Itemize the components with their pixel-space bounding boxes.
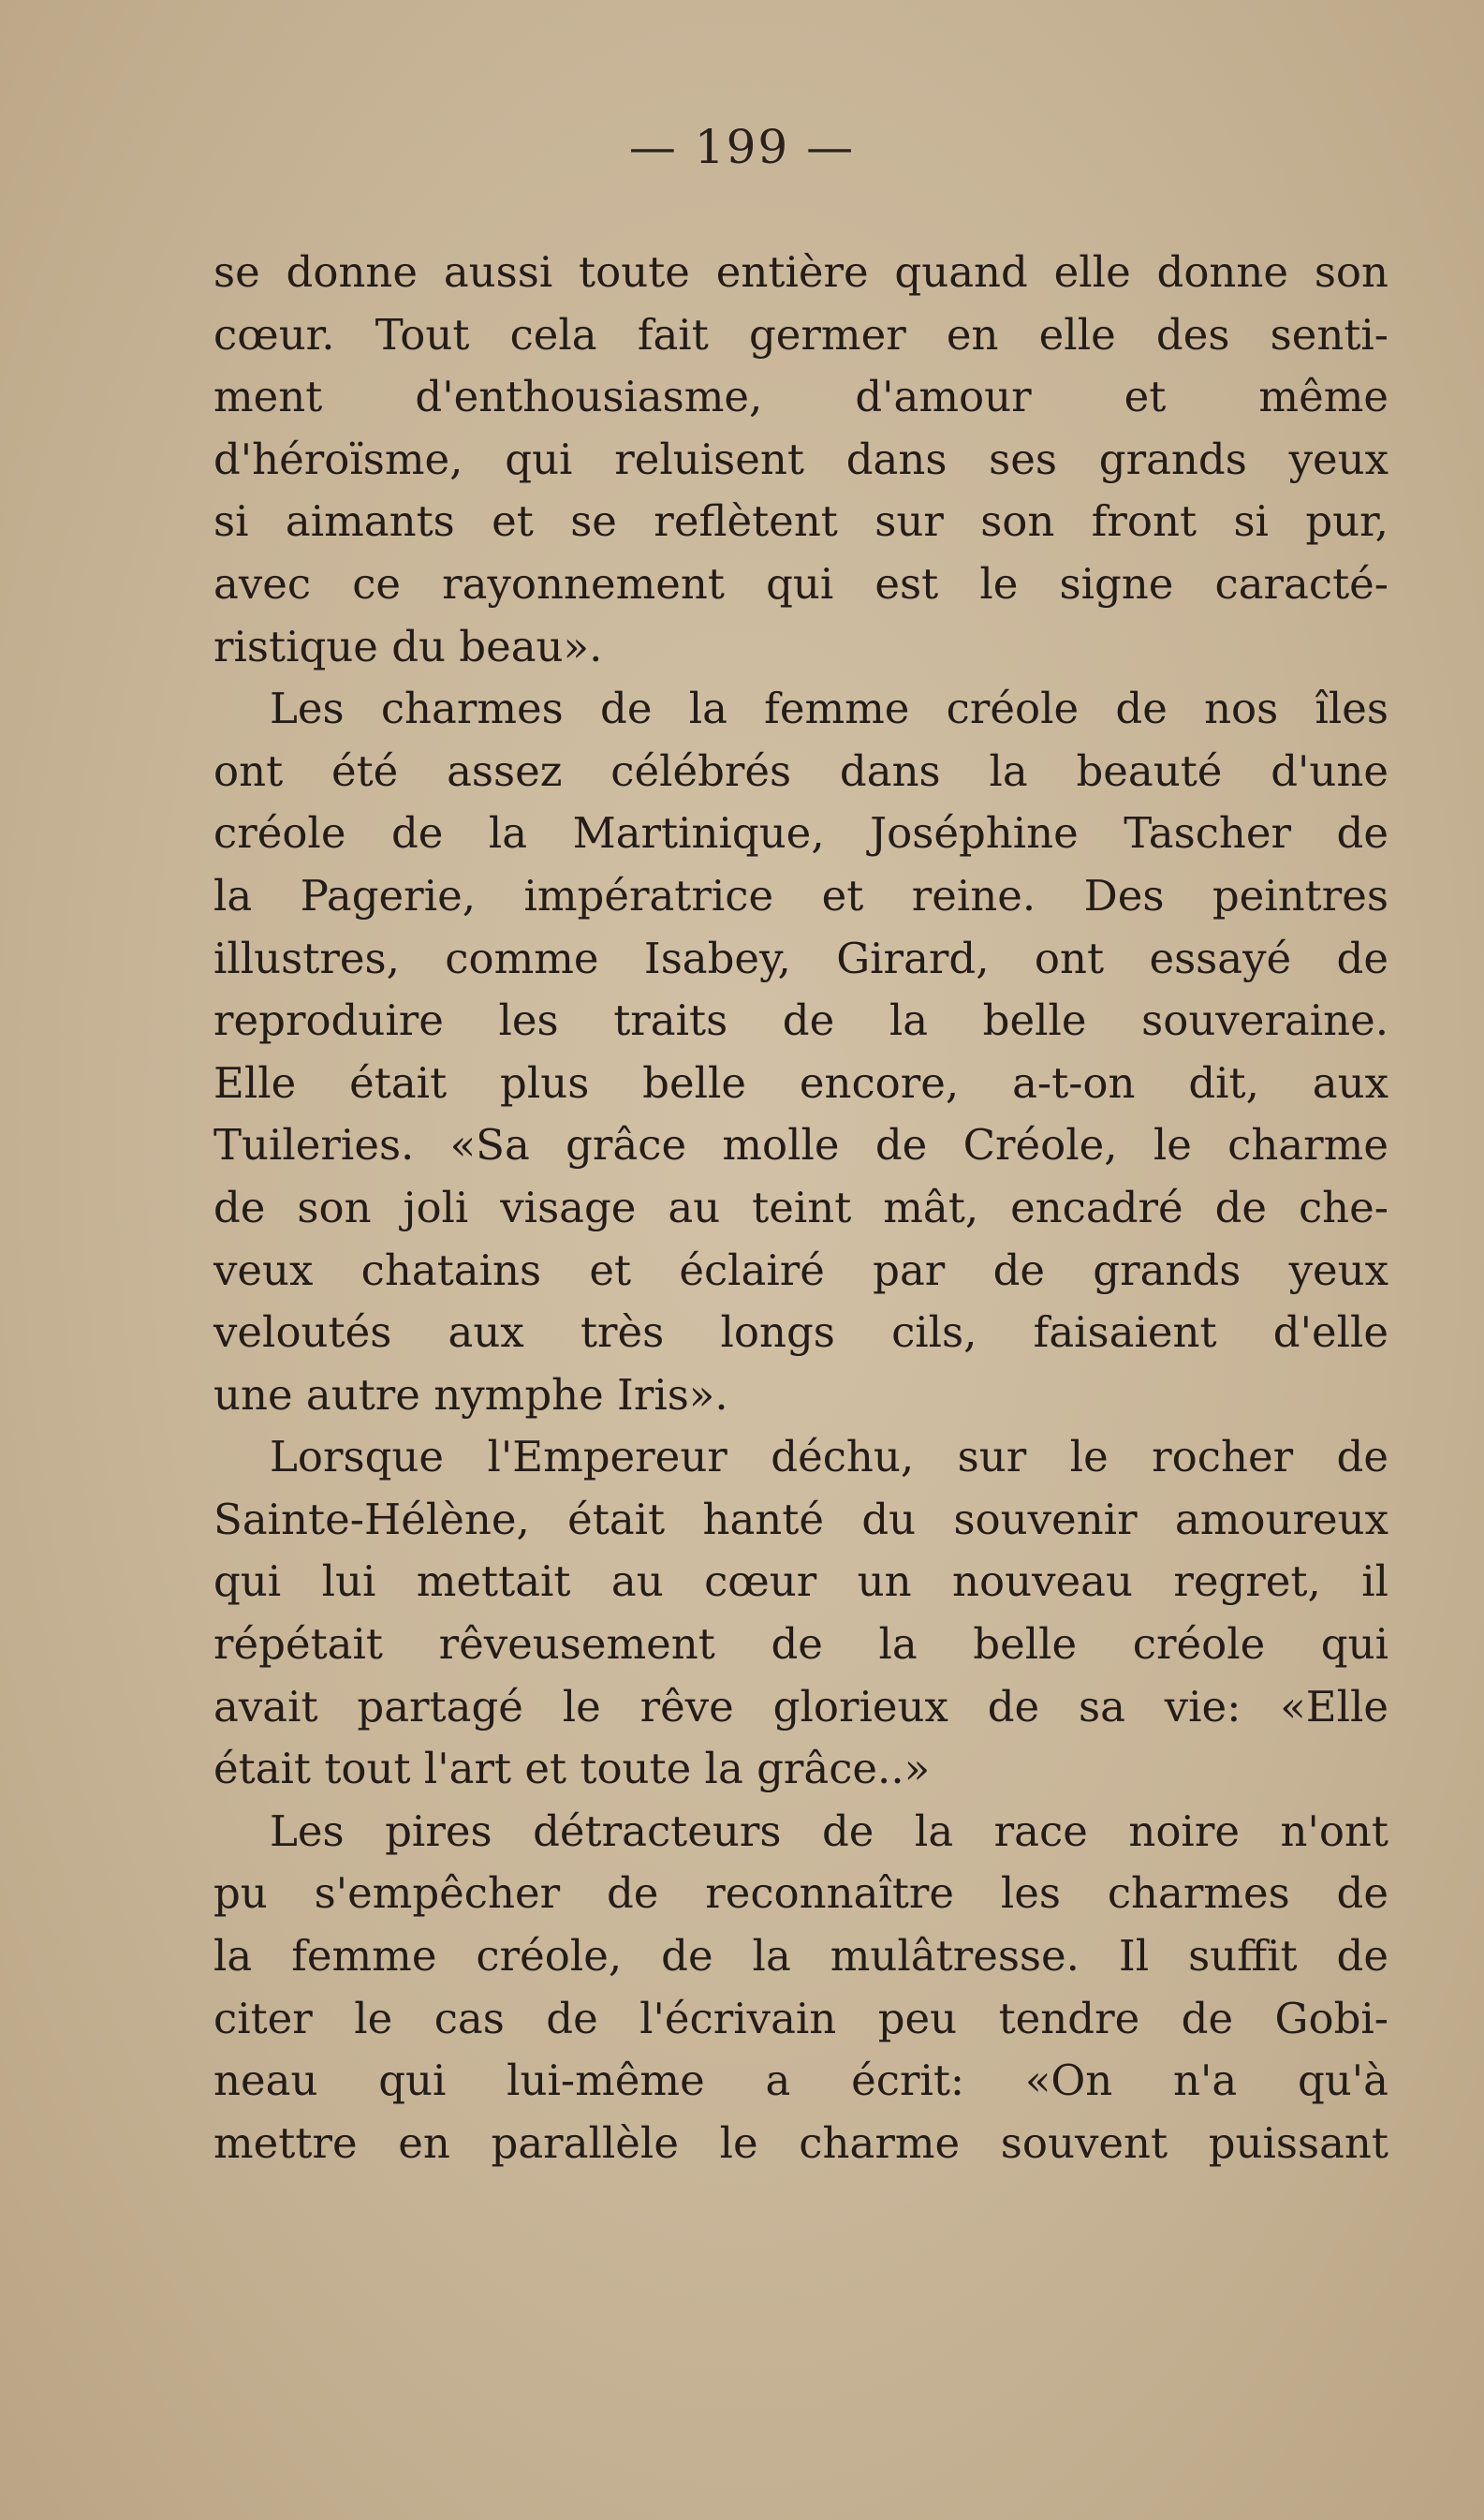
text-line: de son joli visage au teint mât, encadré de che- bbox=[213, 1182, 1388, 1232]
text-line: répétait rêveusement de la belle créole qui bbox=[213, 1619, 1388, 1670]
text-line: Sainte-Hélène, était hanté du souvenir amoureux bbox=[213, 1494, 1388, 1544]
text-line: ment d'enthousiasme, d'amour et même bbox=[213, 372, 1388, 422]
text-line: veux chatains et éclairé par de grands yeux bbox=[213, 1245, 1388, 1295]
text-line: ristique du beau». bbox=[213, 621, 603, 671]
text-line: citer le cas de l'écrivain peu tendre de Gobi- bbox=[213, 1993, 1388, 2043]
text-line: veloutés aux très longs cils, faisaient d'elle bbox=[213, 1307, 1388, 1358]
text-line: Tuileries. «Sa grâce molle de Créole, le charme bbox=[213, 1120, 1388, 1171]
text-line: neau qui lui-même a écrit: «On n'a qu'à bbox=[213, 2056, 1388, 2106]
text-line: Les pires détracteurs de la race noire n'ont bbox=[270, 1805, 1388, 1856]
paragraph-2 bbox=[213, 678, 1388, 1426]
text-line: se donne aussi toute entière quand elle donne son bbox=[213, 247, 1388, 297]
text-line: illustres, comme Isabey, Girard, ont essayé de bbox=[213, 933, 1388, 983]
text-line: la femme créole, de la mulâtresse. Il suffit de bbox=[213, 1931, 1388, 1982]
text-line: Elle était plus belle encore, a-t-on dit, aux bbox=[213, 1057, 1388, 1108]
text-line: créole de la Martinique, Joséphine Tascher de bbox=[213, 808, 1388, 859]
page-number: — 199 — bbox=[628, 120, 856, 174]
text-line: une autre nymphe Iris». bbox=[213, 1369, 728, 1420]
paragraph-3 bbox=[213, 1426, 1388, 1801]
paragraph-1 bbox=[213, 242, 1388, 678]
text-line: Les charmes de la femme créole de nos îles bbox=[270, 684, 1388, 734]
text-line: avait partagé le rêve glorieux de sa vie: «Elle bbox=[213, 1681, 1388, 1732]
text-line: était tout l'art et toute la grâce..» bbox=[213, 1744, 931, 1794]
text-line: qui lui mettait au cœur un nouveau regret, il bbox=[213, 1556, 1388, 1607]
text-line: d'héroïsme, qui reluisent dans ses grands yeux bbox=[213, 434, 1388, 484]
paragraph-4 bbox=[213, 1801, 1388, 2175]
body-text bbox=[213, 242, 1388, 2174]
text-line: Lorsque l'Empereur déchu, sur le rocher de bbox=[270, 1432, 1388, 1482]
text-line: pu s'empêcher de reconnaître les charmes de bbox=[213, 1868, 1388, 1919]
text-line: mettre en parallèle le charme souvent puissant bbox=[213, 2117, 1388, 2168]
text-line: reproduire les traits de la belle souveraine. bbox=[213, 995, 1388, 1046]
text-line: ont été assez célébrés dans la beauté d'une bbox=[213, 745, 1388, 796]
text-line: la Pagerie, impératrice et reine. Des peintres bbox=[213, 870, 1388, 921]
text-line: cœur. Tout cela fait germer en elle des senti- bbox=[213, 309, 1388, 360]
text-line: si aimants et se reflètent sur son front si pur, bbox=[213, 496, 1388, 547]
text-line: avec ce rayonnement qui est le signe caracté- bbox=[213, 558, 1388, 609]
